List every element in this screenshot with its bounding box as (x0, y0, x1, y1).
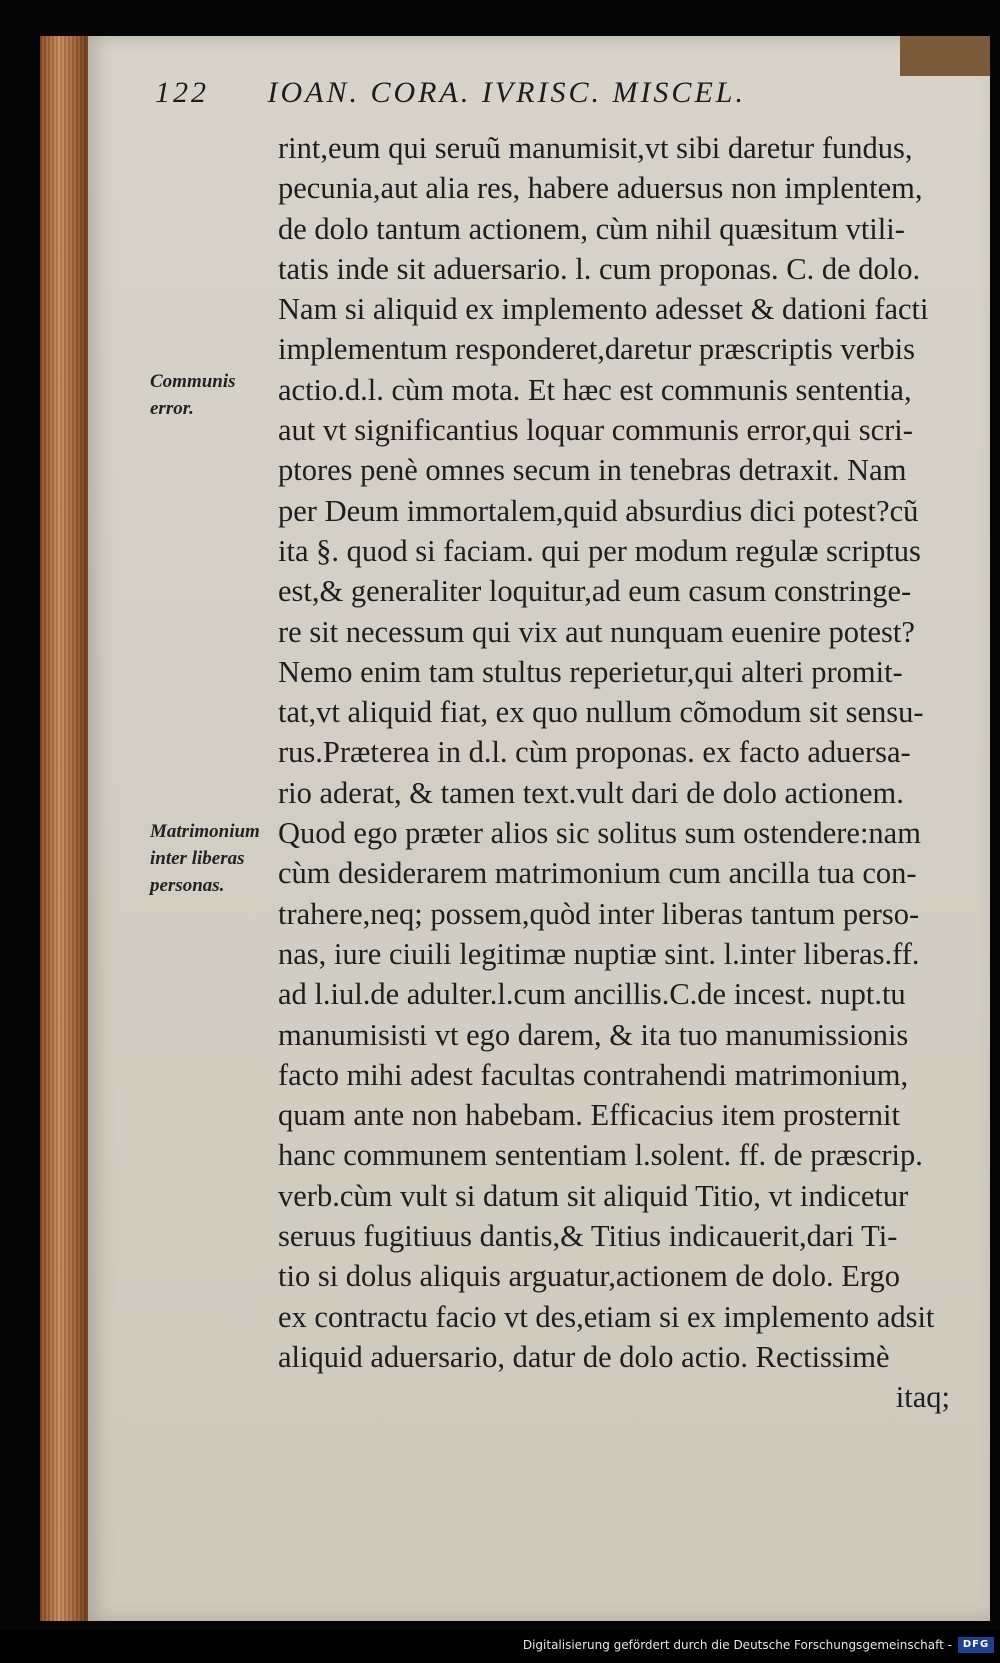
text-line: ex contractu facio vt des,etiam si ex implemento adsit (278, 1299, 935, 1334)
dfg-logo: DFG (958, 1637, 994, 1653)
page-edge (40, 36, 88, 1621)
text-line: ita §. quod si faciam. qui per modum regulæ scriptus (278, 533, 921, 568)
text-line: rio aderat, & tamen text.vult dari de dolo actionem. (278, 775, 904, 810)
text-line: Nam si aliquid ex implemento adesset & dationi facti (278, 292, 929, 327)
text-line: est,& generaliter loquitur,ad eum casum constringe- (278, 574, 912, 609)
text-line: trahere,neq; possem,quòd inter liberas tantum perso- (278, 896, 920, 931)
text-line: facto mihi adest facultas contrahendi matrimonium, (278, 1057, 909, 1092)
funding-credit: Digitalisierung gefördert durch die Deutsche Forschungsgemeinschaft - (522, 1638, 952, 1652)
text-line: nas, iure ciuili legitimæ nuptiæ sint. l.inter liberas.ff. (278, 936, 920, 971)
text-line: Nemo enim tam stultus reperietur,qui alteri promit- (278, 654, 903, 689)
text-line: aut vt significantius loquar communis error,qui scri- (278, 413, 913, 448)
running-title: IOAN. CORA. IVRISC. MISCEL. (267, 76, 746, 109)
catchword: itaq; (895, 1380, 950, 1415)
text-line: tat,vt aliquid fiat, ex quo nullum cõmodum sit sensu- (278, 695, 924, 730)
page-number: 122 (155, 76, 209, 109)
text-line: quam ante non habebam. Efficacius item prosternit (278, 1098, 900, 1133)
text-line: manumisisti vt ego darem, & ita tuo manumissionis (278, 1017, 909, 1052)
text-line: rus.Præterea in d.l. cùm proponas. ex facto aduersa- (278, 735, 911, 770)
footer-bar (0, 1630, 1000, 1663)
running-head (155, 76, 915, 110)
text-line: cùm desiderarem matrimonium cum ancilla tua con- (278, 856, 917, 891)
text-line: pecunia,aut alia res, habere aduersus non implentem, (278, 171, 923, 206)
text-line: de dolo tantum actionem, cùm nihil quæsitum vtili- (278, 211, 905, 246)
text-line: per Deum immortalem,quid absurdius dici potest?cũ (278, 493, 919, 528)
text-line: aliquid aduersario, datur de dolo actio. Rectissimè (278, 1339, 890, 1374)
text-line: implementum responderet,daretur præscriptis verbis (278, 332, 915, 367)
text-line: tio si dolus aliquis arguatur,actionem de dolo. Ergo (278, 1259, 900, 1294)
page-corner (900, 36, 990, 76)
text-line: tatis inde sit aduersario. l. cum proponas. C. de dolo. (278, 251, 921, 286)
text-line: Quod ego præter alios sic solitus sum ostendere:nam (278, 816, 921, 851)
margin-note: Communis error. (150, 371, 236, 419)
text-line: hanc communem sententiam l.solent. ff. de præscrip. (278, 1138, 923, 1173)
body-text (278, 128, 958, 1418)
text-line: rint,eum qui seruũ manumisit,vt sibi daretur fundus, (278, 131, 913, 165)
text-line: re sit necessum qui vix aut nunquam euenire potest? (278, 614, 915, 649)
text-line: ptores penè omnes secum in tenebras detraxit. Nam (278, 453, 907, 488)
text-line: actio.d.l. cùm mota. Et hæc est communis sententia, (278, 372, 912, 407)
margin-note: Matrimonium inter liberas personas. (150, 821, 260, 896)
text-line: verb.cùm vult si datum sit aliquid Titio, vt indicetur (278, 1178, 909, 1213)
text-line: ad l.iul.de adulter.l.cum ancillis.C.de incest. nupt.tu (278, 977, 906, 1012)
text-line: seruus fugitiuus dantis,& Titius indicauerit,dari Ti- (278, 1219, 898, 1254)
